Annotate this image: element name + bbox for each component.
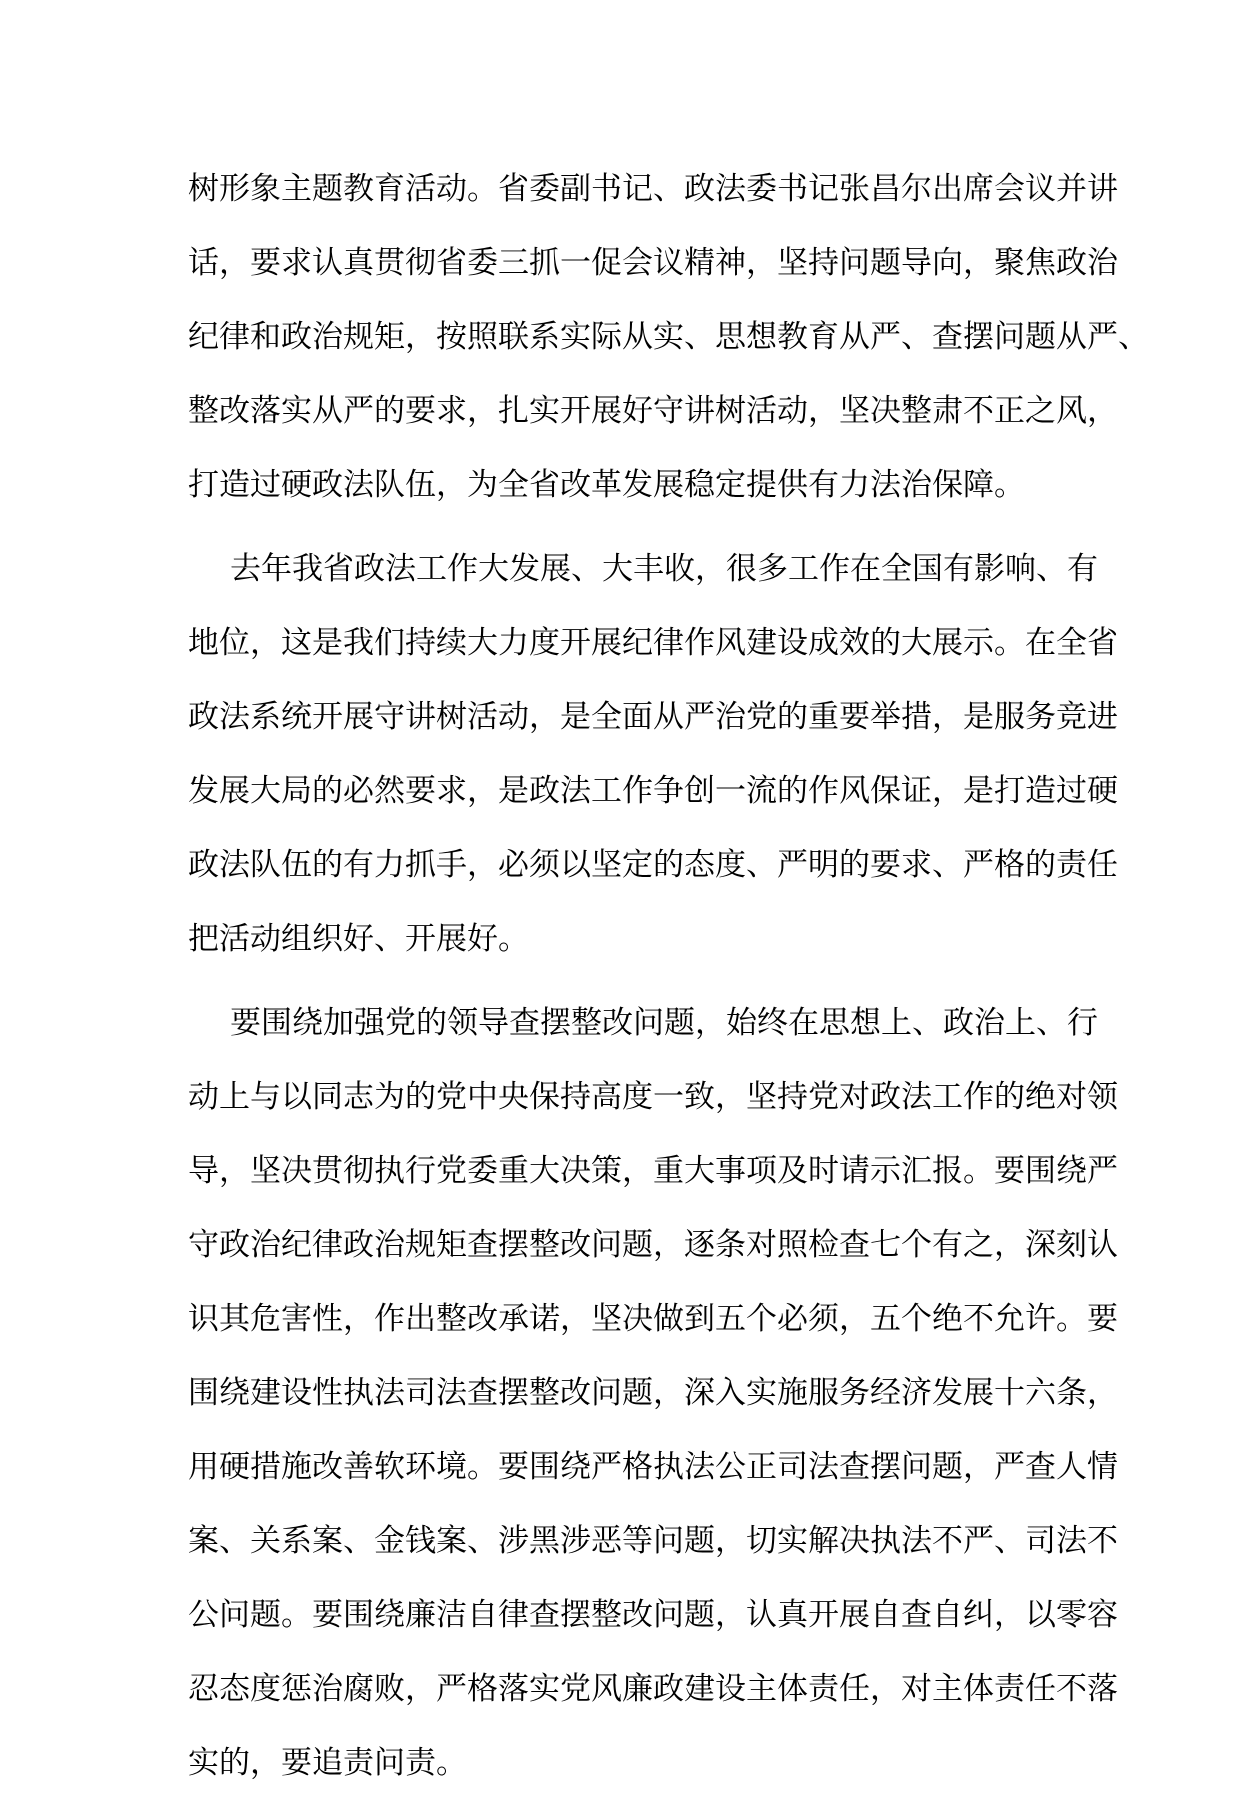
text-line: 树形象主题教育活动。省委副书记、政法委书记张昌尔出席会议并讲 (188, 171, 1118, 207)
text-line: 去年我省政法工作大发展、大丰收，很多工作在全国有影响、有 (230, 551, 1098, 587)
text-line: 把活动组织好、开展好。 (188, 921, 529, 957)
document-page (188, 152, 1149, 1800)
text-line: 地位，这是我们持续大力度开展纪律作风建设成效的大展示。在全省 (188, 625, 1118, 661)
text-line: 公问题。要围绕廉洁自律查摆整改问题，认真开展自查自纠，以零容 (188, 1597, 1118, 1633)
text-line: 打造过硬政法队伍，为全省改革发展稳定提供有力法治保障。 (188, 467, 1025, 503)
paragraph-1 (188, 152, 1149, 522)
text-line: 案、关系案、金钱案、涉黑涉恶等问题，切实解决执法不严、司法不 (188, 1523, 1118, 1559)
text-line: 动上与以同志为的党中央保持高度一致，坚持党对政法工作的绝对领 (188, 1079, 1118, 1115)
paragraph-2 (188, 532, 1118, 976)
text-line: 忍态度惩治腐败，严格落实党风廉政建设主体责任，对主体责任不落 (188, 1671, 1118, 1707)
text-line: 用硬措施改善软环境。要围绕严格执法公正司法查摆问题，严查人情 (188, 1449, 1118, 1485)
text-line: 实的，要追责问责。 (188, 1745, 467, 1781)
text-line: 政法队伍的有力抓手，必须以坚定的态度、严明的要求、严格的责任 (188, 847, 1118, 883)
text-line: 识其危害性，作出整改承诺，坚决做到五个必须，五个绝不允许。要 (188, 1301, 1118, 1337)
text-line: 整改落实从严的要求，扎实开展好守讲树活动，坚决整肃不正之风， (188, 393, 1118, 429)
text-line: 话，要求认真贯彻省委三抓一促会议精神，坚持问题导向，聚焦政治 (188, 245, 1118, 281)
paragraph-spacer (188, 522, 1054, 532)
text-line: 纪律和政治规矩，按照联系实际从实、思想教育从严、查摆问题从严、 (188, 319, 1149, 355)
paragraph-spacer (188, 976, 1054, 986)
text-line: 导，坚决贯彻执行党委重大决策，重大事项及时请示汇报。要围绕严 (188, 1153, 1118, 1189)
text-line: 守政治纪律政治规矩查摆整改问题，逐条对照检查七个有之，深刻认 (188, 1227, 1118, 1263)
paragraph-3 (188, 986, 1118, 1800)
text-line: 政法系统开展守讲树活动，是全面从严治党的重要举措，是服务竞进 (188, 699, 1118, 735)
text-line: 要围绕加强党的领导查摆整改问题，始终在思想上、政治上、行 (230, 1005, 1098, 1041)
text-line: 发展大局的必然要求，是政法工作争创一流的作风保证，是打造过硬 (188, 773, 1118, 809)
text-line: 围绕建设性执法司法查摆整改问题，深入实施服务经济发展十六条， (188, 1375, 1118, 1411)
